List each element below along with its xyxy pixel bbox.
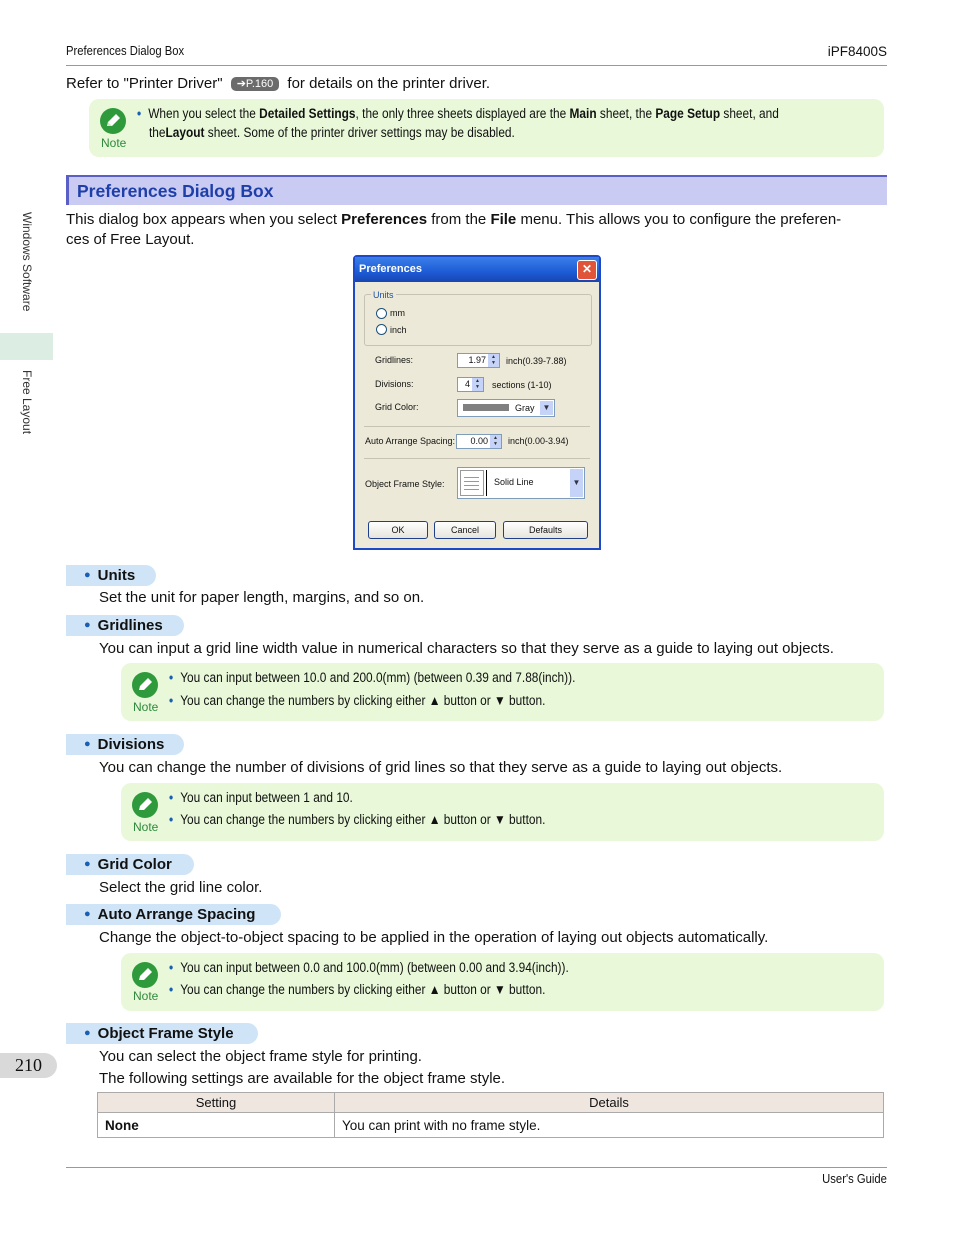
frame-preview-icon	[460, 470, 484, 496]
frame-style-value: Solid Line	[494, 477, 534, 487]
table-header-row	[98, 1093, 884, 1113]
spacing-label: Auto Arrange Spacing:	[365, 436, 456, 446]
gridlines-label: Gridlines:	[375, 355, 414, 365]
item-grid-color-text: Select the grid line color.	[99, 879, 263, 896]
header-rule	[66, 65, 887, 66]
page-number: 210	[0, 1053, 57, 1078]
bullet-icon: •	[169, 982, 174, 997]
frame-style-table	[97, 1092, 884, 1138]
note-box	[121, 663, 884, 721]
bullet-icon: ●	[84, 619, 91, 631]
gridlines-input[interactable]: 1.97 ▲ ▼	[457, 353, 500, 368]
divisions-input[interactable]: 4 ▲ ▼	[457, 377, 484, 392]
item-frame-text1: You can select the object frame style for printing.	[99, 1048, 422, 1065]
item-divisions-text: You can change the number of divisions of grid lines so that they serve as a guide to laying out objects.	[99, 759, 783, 776]
bullet-icon: ●	[84, 569, 91, 581]
gray-swatch	[463, 404, 509, 411]
note-text: • You can change the numbers by clicking either ▲ button or ▼ button.	[169, 812, 546, 827]
item-gridlines-text: You can input a grid line width value in numerical characters so that they serve as a guide to laying out objects.	[99, 640, 834, 657]
item-spacing-text: Change the object-to-object spacing to be applied in the operation of laying out objects automatically.	[99, 929, 769, 946]
side-tab-free-layout: Free Layout	[20, 370, 34, 435]
intro-line	[66, 74, 490, 94]
note-pencil-icon	[132, 672, 158, 698]
table-cell-details: You can print with no frame style.	[335, 1113, 884, 1138]
table-header-setting: Setting	[98, 1093, 335, 1113]
note-label: Note	[133, 989, 159, 1003]
chevron-down-icon[interactable]: ▼	[540, 401, 553, 415]
note-pencil-icon	[100, 108, 126, 134]
intro-text-after: for details on the printer driver.	[287, 75, 491, 92]
note-pencil-icon	[132, 792, 158, 818]
note-text: • When you select the Detailed Settings, the only three sheets displayed are the Main sheet, the Page Setup sheet, and	[137, 106, 779, 121]
radio-inch-label: inch	[390, 325, 407, 335]
footer-rule	[66, 1167, 887, 1168]
gridlines-range: inch(0.39-7.88)	[506, 356, 567, 366]
bullet-icon: •	[169, 812, 174, 827]
bullet-icon: ●	[84, 858, 91, 870]
bullet-icon: ●	[84, 1027, 91, 1039]
note-label: Note	[101, 136, 127, 150]
intro-text: Refer to "Printer Driver"	[66, 75, 223, 92]
section-title: Preferences Dialog Box	[77, 181, 274, 201]
table-header-details: Details	[335, 1093, 884, 1113]
note-text: • You can input between 0.0 and 100.0(mm) (between 0.00 and 3.94(inch)).	[169, 960, 569, 975]
divider	[364, 458, 590, 459]
table-cell-setting: None	[98, 1113, 335, 1138]
divisions-label: Divisions:	[375, 379, 414, 389]
ok-button[interactable]: OK	[368, 521, 428, 539]
table-row	[98, 1113, 884, 1138]
note-text: • You can change the numbers by clicking either ▲ button or ▼ button.	[169, 693, 546, 708]
divisions-range: sections (1-10)	[492, 380, 552, 390]
bullet-icon: •	[169, 790, 174, 805]
note-label: Note	[133, 820, 159, 834]
item-object-frame-style: ● Object Frame Style	[66, 1023, 258, 1044]
note-text: • You can input between 1 and 10.	[169, 790, 353, 805]
bullet-icon: •	[169, 960, 174, 975]
note-box	[121, 783, 884, 841]
bullet-icon: •	[137, 106, 142, 121]
preferences-dialog	[353, 255, 601, 550]
side-tab-windows-software: Windows Software	[20, 212, 34, 312]
defaults-button[interactable]: Defaults	[503, 521, 588, 539]
units-group-label: Units	[373, 290, 394, 300]
side-tab-highlight	[0, 333, 53, 360]
spin-up-down-icon[interactable]: ▲ ▼	[472, 378, 483, 391]
close-icon[interactable]: ✕	[577, 260, 597, 280]
note-text: • You can input between 10.0 and 200.0(mm) (between 0.39 and 7.88(inch)).	[169, 670, 576, 685]
section-description: This dialog box appears when you select Preferences from the File menu. This allows you to configure the preferen- ces of Free Layout.	[66, 211, 842, 248]
item-frame-text2: The following settings are available for the object frame style.	[99, 1070, 506, 1087]
bullet-icon: •	[169, 693, 174, 708]
note-label: Note	[133, 700, 159, 714]
spacing-range: inch(0.00-3.94)	[508, 436, 569, 446]
chevron-down-icon[interactable]: ▼	[570, 469, 583, 497]
footer-guide: User's Guide	[822, 1172, 887, 1186]
divider	[364, 426, 590, 427]
gridcolor-value: Gray	[515, 403, 535, 413]
section-heading	[66, 175, 887, 205]
item-divisions: ● Divisions	[66, 734, 184, 755]
item-units: ● Units	[66, 565, 156, 586]
spin-up-down-icon[interactable]: ▲ ▼	[490, 435, 501, 448]
item-grid-color: ● Grid Color	[66, 854, 194, 875]
note-text: • You can change the numbers by clicking either ▲ button or ▼ button.	[169, 982, 546, 997]
frame-style-label: Object Frame Style:	[365, 479, 445, 489]
gridcolor-label: Grid Color:	[375, 402, 419, 412]
cancel-button[interactable]: Cancel	[434, 521, 496, 539]
item-gridlines: ● Gridlines	[66, 615, 184, 636]
bullet-icon: •	[169, 670, 174, 685]
bullet-icon: ●	[84, 738, 91, 750]
spin-up-down-icon[interactable]: ▲ ▼	[488, 354, 499, 367]
note-box	[89, 99, 884, 157]
radio-inch[interactable]	[376, 324, 387, 335]
running-header-section: Preferences Dialog Box	[66, 44, 185, 58]
radio-mm[interactable]	[376, 308, 387, 319]
frame-style-select[interactable]	[457, 467, 585, 499]
xref-link[interactable]: ➔P.160	[231, 77, 280, 91]
item-auto-arrange-spacing: ● Auto Arrange Spacing	[66, 904, 281, 925]
bullet-icon: ●	[84, 908, 91, 920]
radio-mm-label: mm	[390, 308, 405, 318]
note-box	[121, 953, 884, 1011]
running-header-model: iPF8400S	[827, 44, 887, 59]
spacing-input[interactable]: 0.00 ▲ ▼	[456, 434, 502, 449]
gridcolor-select[interactable]	[457, 399, 555, 417]
frame-line-sample	[486, 470, 487, 496]
note-pencil-icon	[132, 962, 158, 988]
units-group	[364, 294, 592, 346]
dialog-title: Preferences	[355, 257, 599, 282]
item-units-text: Set the unit for paper length, margins, and so on.	[99, 589, 425, 606]
note-text-line2: theLayout sheet. Some of the printer driver settings may be disabled.	[149, 125, 515, 140]
